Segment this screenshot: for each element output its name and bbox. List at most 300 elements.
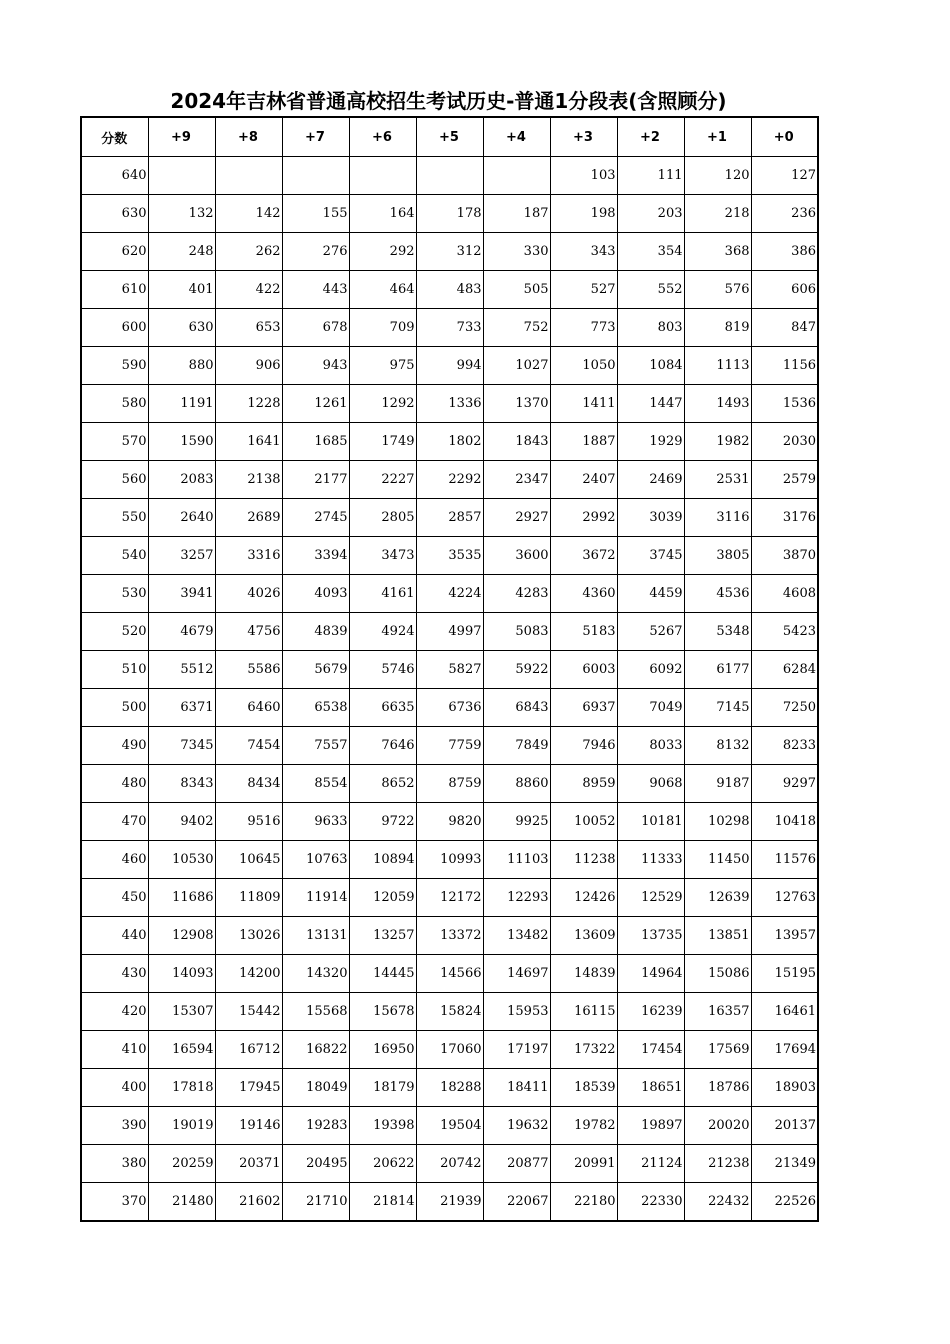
count-cell: 8434 — [215, 765, 282, 803]
count-cell: 15568 — [282, 993, 349, 1031]
table-row — [81, 423, 818, 461]
count-cell: 3039 — [617, 499, 684, 537]
count-cell: 6736 — [416, 689, 483, 727]
count-cell: 1929 — [617, 423, 684, 461]
count-cell: 4679 — [148, 613, 215, 651]
count-cell — [349, 157, 416, 195]
count-cell: 16594 — [148, 1031, 215, 1069]
count-cell: 11914 — [282, 879, 349, 917]
table-row — [81, 993, 818, 1031]
count-cell: 15442 — [215, 993, 282, 1031]
score-cell: 430 — [81, 955, 148, 993]
count-cell: 12293 — [483, 879, 550, 917]
count-cell: 1590 — [148, 423, 215, 461]
column-header: +5 — [416, 117, 483, 157]
count-cell: 22432 — [684, 1183, 751, 1222]
count-cell: 6284 — [751, 651, 818, 689]
count-cell: 2857 — [416, 499, 483, 537]
table-row — [81, 1031, 818, 1069]
table-row — [81, 651, 818, 689]
count-cell: 13735 — [617, 917, 684, 955]
count-cell: 19504 — [416, 1107, 483, 1145]
count-cell: 4536 — [684, 575, 751, 613]
count-cell: 19897 — [617, 1107, 684, 1145]
table-header-row — [81, 117, 818, 157]
count-cell: 2227 — [349, 461, 416, 499]
count-cell: 6538 — [282, 689, 349, 727]
count-cell: 4283 — [483, 575, 550, 613]
table-row — [81, 1183, 818, 1222]
count-cell: 3941 — [148, 575, 215, 613]
count-cell: 12426 — [550, 879, 617, 917]
count-cell: 3535 — [416, 537, 483, 575]
table-body — [81, 157, 818, 1222]
count-cell — [148, 157, 215, 195]
score-cell: 410 — [81, 1031, 148, 1069]
count-cell: 17945 — [215, 1069, 282, 1107]
score-cell: 540 — [81, 537, 148, 575]
count-cell: 1228 — [215, 385, 282, 423]
count-cell: 8959 — [550, 765, 617, 803]
count-cell: 3316 — [215, 537, 282, 575]
count-cell: 752 — [483, 309, 550, 347]
count-cell: 443 — [282, 271, 349, 309]
count-cell: 527 — [550, 271, 617, 309]
count-cell: 20622 — [349, 1145, 416, 1183]
count-cell: 5746 — [349, 651, 416, 689]
count-cell: 14200 — [215, 955, 282, 993]
table-row — [81, 727, 818, 765]
count-cell: 401 — [148, 271, 215, 309]
count-cell: 7759 — [416, 727, 483, 765]
count-cell: 2030 — [751, 423, 818, 461]
table-row — [81, 765, 818, 803]
count-cell: 8652 — [349, 765, 416, 803]
count-cell: 16822 — [282, 1031, 349, 1069]
count-cell: 10052 — [550, 803, 617, 841]
score-cell: 450 — [81, 879, 148, 917]
count-cell: 1536 — [751, 385, 818, 423]
count-cell: 198 — [550, 195, 617, 233]
count-cell: 5679 — [282, 651, 349, 689]
count-cell: 21480 — [148, 1183, 215, 1222]
score-cell: 570 — [81, 423, 148, 461]
count-cell: 16712 — [215, 1031, 282, 1069]
count-cell: 127 — [751, 157, 818, 195]
count-cell: 15086 — [684, 955, 751, 993]
count-cell: 819 — [684, 309, 751, 347]
count-cell: 11809 — [215, 879, 282, 917]
count-cell: 2531 — [684, 461, 751, 499]
count-cell: 4997 — [416, 613, 483, 651]
count-cell: 3600 — [483, 537, 550, 575]
count-cell: 5827 — [416, 651, 483, 689]
count-cell: 653 — [215, 309, 282, 347]
count-cell: 2927 — [483, 499, 550, 537]
count-cell: 16239 — [617, 993, 684, 1031]
count-cell: 9187 — [684, 765, 751, 803]
count-cell: 4839 — [282, 613, 349, 651]
count-cell: 9820 — [416, 803, 483, 841]
table-row — [81, 195, 818, 233]
table-row — [81, 385, 818, 423]
count-cell: 14320 — [282, 955, 349, 993]
count-cell: 17694 — [751, 1031, 818, 1069]
count-cell: 21814 — [349, 1183, 416, 1222]
count-cell: 10181 — [617, 803, 684, 841]
count-cell: 12172 — [416, 879, 483, 917]
count-cell: 4924 — [349, 613, 416, 651]
count-cell: 3672 — [550, 537, 617, 575]
count-cell: 15195 — [751, 955, 818, 993]
count-cell: 21939 — [416, 1183, 483, 1222]
count-cell: 12908 — [148, 917, 215, 955]
count-cell: 943 — [282, 347, 349, 385]
count-cell: 5348 — [684, 613, 751, 651]
count-cell: 7049 — [617, 689, 684, 727]
count-cell: 21124 — [617, 1145, 684, 1183]
count-cell: 5423 — [751, 613, 818, 651]
count-cell: 773 — [550, 309, 617, 347]
score-cell: 500 — [81, 689, 148, 727]
count-cell: 20020 — [684, 1107, 751, 1145]
count-cell: 5183 — [550, 613, 617, 651]
count-cell: 12639 — [684, 879, 751, 917]
count-cell: 18539 — [550, 1069, 617, 1107]
count-cell: 203 — [617, 195, 684, 233]
count-cell: 12529 — [617, 879, 684, 917]
count-cell: 3473 — [349, 537, 416, 575]
count-cell: 505 — [483, 271, 550, 309]
count-cell: 22526 — [751, 1183, 818, 1222]
count-cell: 994 — [416, 347, 483, 385]
count-cell: 17197 — [483, 1031, 550, 1069]
count-cell: 11450 — [684, 841, 751, 879]
score-cell: 560 — [81, 461, 148, 499]
score-cell: 380 — [81, 1145, 148, 1183]
count-cell: 15824 — [416, 993, 483, 1031]
count-cell: 236 — [751, 195, 818, 233]
count-cell: 12763 — [751, 879, 818, 917]
count-cell: 803 — [617, 309, 684, 347]
count-cell: 178 — [416, 195, 483, 233]
count-cell: 13131 — [282, 917, 349, 955]
count-cell: 17060 — [416, 1031, 483, 1069]
count-cell: 14445 — [349, 955, 416, 993]
table-row — [81, 461, 818, 499]
count-cell: 552 — [617, 271, 684, 309]
count-cell: 15953 — [483, 993, 550, 1031]
count-cell: 1802 — [416, 423, 483, 461]
score-cell: 590 — [81, 347, 148, 385]
count-cell: 7145 — [684, 689, 751, 727]
table-row — [81, 1069, 818, 1107]
count-cell: 7849 — [483, 727, 550, 765]
count-cell: 880 — [148, 347, 215, 385]
count-cell: 6843 — [483, 689, 550, 727]
score-cell: 580 — [81, 385, 148, 423]
count-cell: 19019 — [148, 1107, 215, 1145]
score-cell: 470 — [81, 803, 148, 841]
table-row — [81, 1107, 818, 1145]
score-cell: 480 — [81, 765, 148, 803]
count-cell: 164 — [349, 195, 416, 233]
count-cell: 20742 — [416, 1145, 483, 1183]
count-cell — [282, 157, 349, 195]
score-cell: 610 — [81, 271, 148, 309]
count-cell: 7646 — [349, 727, 416, 765]
count-cell: 19782 — [550, 1107, 617, 1145]
count-cell: 8343 — [148, 765, 215, 803]
count-cell: 1191 — [148, 385, 215, 423]
column-header: +9 — [148, 117, 215, 157]
count-cell: 3745 — [617, 537, 684, 575]
count-cell: 16115 — [550, 993, 617, 1031]
count-cell: 464 — [349, 271, 416, 309]
count-cell: 4608 — [751, 575, 818, 613]
count-cell: 20137 — [751, 1107, 818, 1145]
count-cell: 2992 — [550, 499, 617, 537]
count-cell: 1113 — [684, 347, 751, 385]
count-cell: 14964 — [617, 955, 684, 993]
count-cell: 15307 — [148, 993, 215, 1031]
count-cell: 10418 — [751, 803, 818, 841]
count-cell: 19398 — [349, 1107, 416, 1145]
score-cell: 390 — [81, 1107, 148, 1145]
count-cell: 12059 — [349, 879, 416, 917]
count-cell: 1370 — [483, 385, 550, 423]
count-cell: 709 — [349, 309, 416, 347]
count-cell: 18786 — [684, 1069, 751, 1107]
count-cell: 7345 — [148, 727, 215, 765]
count-cell: 7946 — [550, 727, 617, 765]
count-cell: 218 — [684, 195, 751, 233]
count-cell: 4161 — [349, 575, 416, 613]
table-row — [81, 613, 818, 651]
count-cell: 312 — [416, 233, 483, 271]
count-cell: 8132 — [684, 727, 751, 765]
count-cell: 1982 — [684, 423, 751, 461]
count-cell: 606 — [751, 271, 818, 309]
score-cell: 520 — [81, 613, 148, 651]
count-cell: 9297 — [751, 765, 818, 803]
count-cell: 483 — [416, 271, 483, 309]
count-cell: 2347 — [483, 461, 550, 499]
count-cell: 13372 — [416, 917, 483, 955]
count-cell: 21349 — [751, 1145, 818, 1183]
count-cell: 2407 — [550, 461, 617, 499]
table-row — [81, 803, 818, 841]
count-cell: 2083 — [148, 461, 215, 499]
count-cell: 13257 — [349, 917, 416, 955]
count-cell: 1261 — [282, 385, 349, 423]
count-cell: 18179 — [349, 1069, 416, 1107]
count-cell: 422 — [215, 271, 282, 309]
table-row — [81, 917, 818, 955]
count-cell: 11686 — [148, 879, 215, 917]
score-cell: 530 — [81, 575, 148, 613]
count-cell: 19632 — [483, 1107, 550, 1145]
count-cell: 5083 — [483, 613, 550, 651]
count-cell: 2138 — [215, 461, 282, 499]
count-cell: 5512 — [148, 651, 215, 689]
count-cell: 7557 — [282, 727, 349, 765]
count-cell: 103 — [550, 157, 617, 195]
column-header: +4 — [483, 117, 550, 157]
count-cell: 7250 — [751, 689, 818, 727]
table-row — [81, 499, 818, 537]
count-cell: 343 — [550, 233, 617, 271]
count-cell: 8860 — [483, 765, 550, 803]
count-cell: 5267 — [617, 613, 684, 651]
count-cell: 1292 — [349, 385, 416, 423]
count-cell: 18411 — [483, 1069, 550, 1107]
count-cell: 3870 — [751, 537, 818, 575]
count-cell: 276 — [282, 233, 349, 271]
table-row — [81, 841, 818, 879]
count-cell: 11238 — [550, 841, 617, 879]
count-cell: 248 — [148, 233, 215, 271]
count-cell: 13609 — [550, 917, 617, 955]
count-cell: 2805 — [349, 499, 416, 537]
count-cell: 1027 — [483, 347, 550, 385]
count-cell: 17322 — [550, 1031, 617, 1069]
count-cell: 330 — [483, 233, 550, 271]
count-cell: 22067 — [483, 1183, 550, 1222]
count-cell: 8033 — [617, 727, 684, 765]
count-cell: 11103 — [483, 841, 550, 879]
score-cell: 630 — [81, 195, 148, 233]
count-cell: 19283 — [282, 1107, 349, 1145]
count-cell: 18903 — [751, 1069, 818, 1107]
count-cell: 1641 — [215, 423, 282, 461]
count-cell: 2469 — [617, 461, 684, 499]
count-cell: 18049 — [282, 1069, 349, 1107]
score-table — [80, 116, 819, 1222]
count-cell: 4360 — [550, 575, 617, 613]
count-cell: 2579 — [751, 461, 818, 499]
score-cell: 370 — [81, 1183, 148, 1222]
count-cell: 733 — [416, 309, 483, 347]
count-cell: 120 — [684, 157, 751, 195]
count-cell: 14839 — [550, 955, 617, 993]
count-cell: 10298 — [684, 803, 751, 841]
column-header: 分数 — [81, 117, 148, 157]
count-cell: 292 — [349, 233, 416, 271]
count-cell: 6635 — [349, 689, 416, 727]
count-cell — [416, 157, 483, 195]
count-cell: 14697 — [483, 955, 550, 993]
count-cell: 15678 — [349, 993, 416, 1031]
table-row — [81, 575, 818, 613]
count-cell: 10530 — [148, 841, 215, 879]
count-cell: 906 — [215, 347, 282, 385]
column-header: +6 — [349, 117, 416, 157]
count-cell: 630 — [148, 309, 215, 347]
column-header: +8 — [215, 117, 282, 157]
score-cell: 460 — [81, 841, 148, 879]
table-row — [81, 347, 818, 385]
count-cell: 9402 — [148, 803, 215, 841]
table-row — [81, 1145, 818, 1183]
count-cell: 1084 — [617, 347, 684, 385]
count-cell: 5586 — [215, 651, 282, 689]
table-row — [81, 689, 818, 727]
count-cell: 11333 — [617, 841, 684, 879]
count-cell — [483, 157, 550, 195]
count-cell: 9068 — [617, 765, 684, 803]
count-cell: 1156 — [751, 347, 818, 385]
count-cell: 3394 — [282, 537, 349, 575]
count-cell: 1050 — [550, 347, 617, 385]
count-cell: 354 — [617, 233, 684, 271]
table-row — [81, 157, 818, 195]
count-cell: 6460 — [215, 689, 282, 727]
count-cell: 10645 — [215, 841, 282, 879]
count-cell: 1493 — [684, 385, 751, 423]
count-cell: 20495 — [282, 1145, 349, 1183]
table-row — [81, 955, 818, 993]
table-row — [81, 537, 818, 575]
count-cell: 20877 — [483, 1145, 550, 1183]
score-cell: 600 — [81, 309, 148, 347]
table-row — [81, 271, 818, 309]
count-cell: 21602 — [215, 1183, 282, 1222]
count-cell: 678 — [282, 309, 349, 347]
count-cell: 21238 — [684, 1145, 751, 1183]
count-cell: 14093 — [148, 955, 215, 993]
score-cell: 550 — [81, 499, 148, 537]
count-cell: 14566 — [416, 955, 483, 993]
count-cell: 847 — [751, 309, 818, 347]
count-cell — [215, 157, 282, 195]
count-cell: 2292 — [416, 461, 483, 499]
count-cell: 17454 — [617, 1031, 684, 1069]
count-cell: 16950 — [349, 1031, 416, 1069]
count-cell: 6937 — [550, 689, 617, 727]
count-cell: 1336 — [416, 385, 483, 423]
count-cell: 3257 — [148, 537, 215, 575]
count-cell: 16461 — [751, 993, 818, 1031]
column-header: +7 — [282, 117, 349, 157]
count-cell: 10763 — [282, 841, 349, 879]
count-cell: 22330 — [617, 1183, 684, 1222]
count-cell: 2689 — [215, 499, 282, 537]
count-cell: 1411 — [550, 385, 617, 423]
count-cell: 975 — [349, 347, 416, 385]
table-row — [81, 309, 818, 347]
count-cell: 8759 — [416, 765, 483, 803]
score-cell: 620 — [81, 233, 148, 271]
count-cell: 6371 — [148, 689, 215, 727]
count-cell: 16357 — [684, 993, 751, 1031]
count-cell: 5922 — [483, 651, 550, 689]
count-cell: 132 — [148, 195, 215, 233]
count-cell: 13482 — [483, 917, 550, 955]
count-cell: 6177 — [684, 651, 751, 689]
count-cell: 1843 — [483, 423, 550, 461]
count-cell: 8233 — [751, 727, 818, 765]
count-cell: 9633 — [282, 803, 349, 841]
count-cell: 13851 — [684, 917, 751, 955]
count-cell: 17569 — [684, 1031, 751, 1069]
page-title: 2024年吉林省普通高校招生考试历史-普通1分段表(含照顾分) — [170, 89, 727, 113]
count-cell: 1749 — [349, 423, 416, 461]
count-cell: 142 — [215, 195, 282, 233]
count-cell: 13957 — [751, 917, 818, 955]
count-cell: 13026 — [215, 917, 282, 955]
score-cell: 510 — [81, 651, 148, 689]
